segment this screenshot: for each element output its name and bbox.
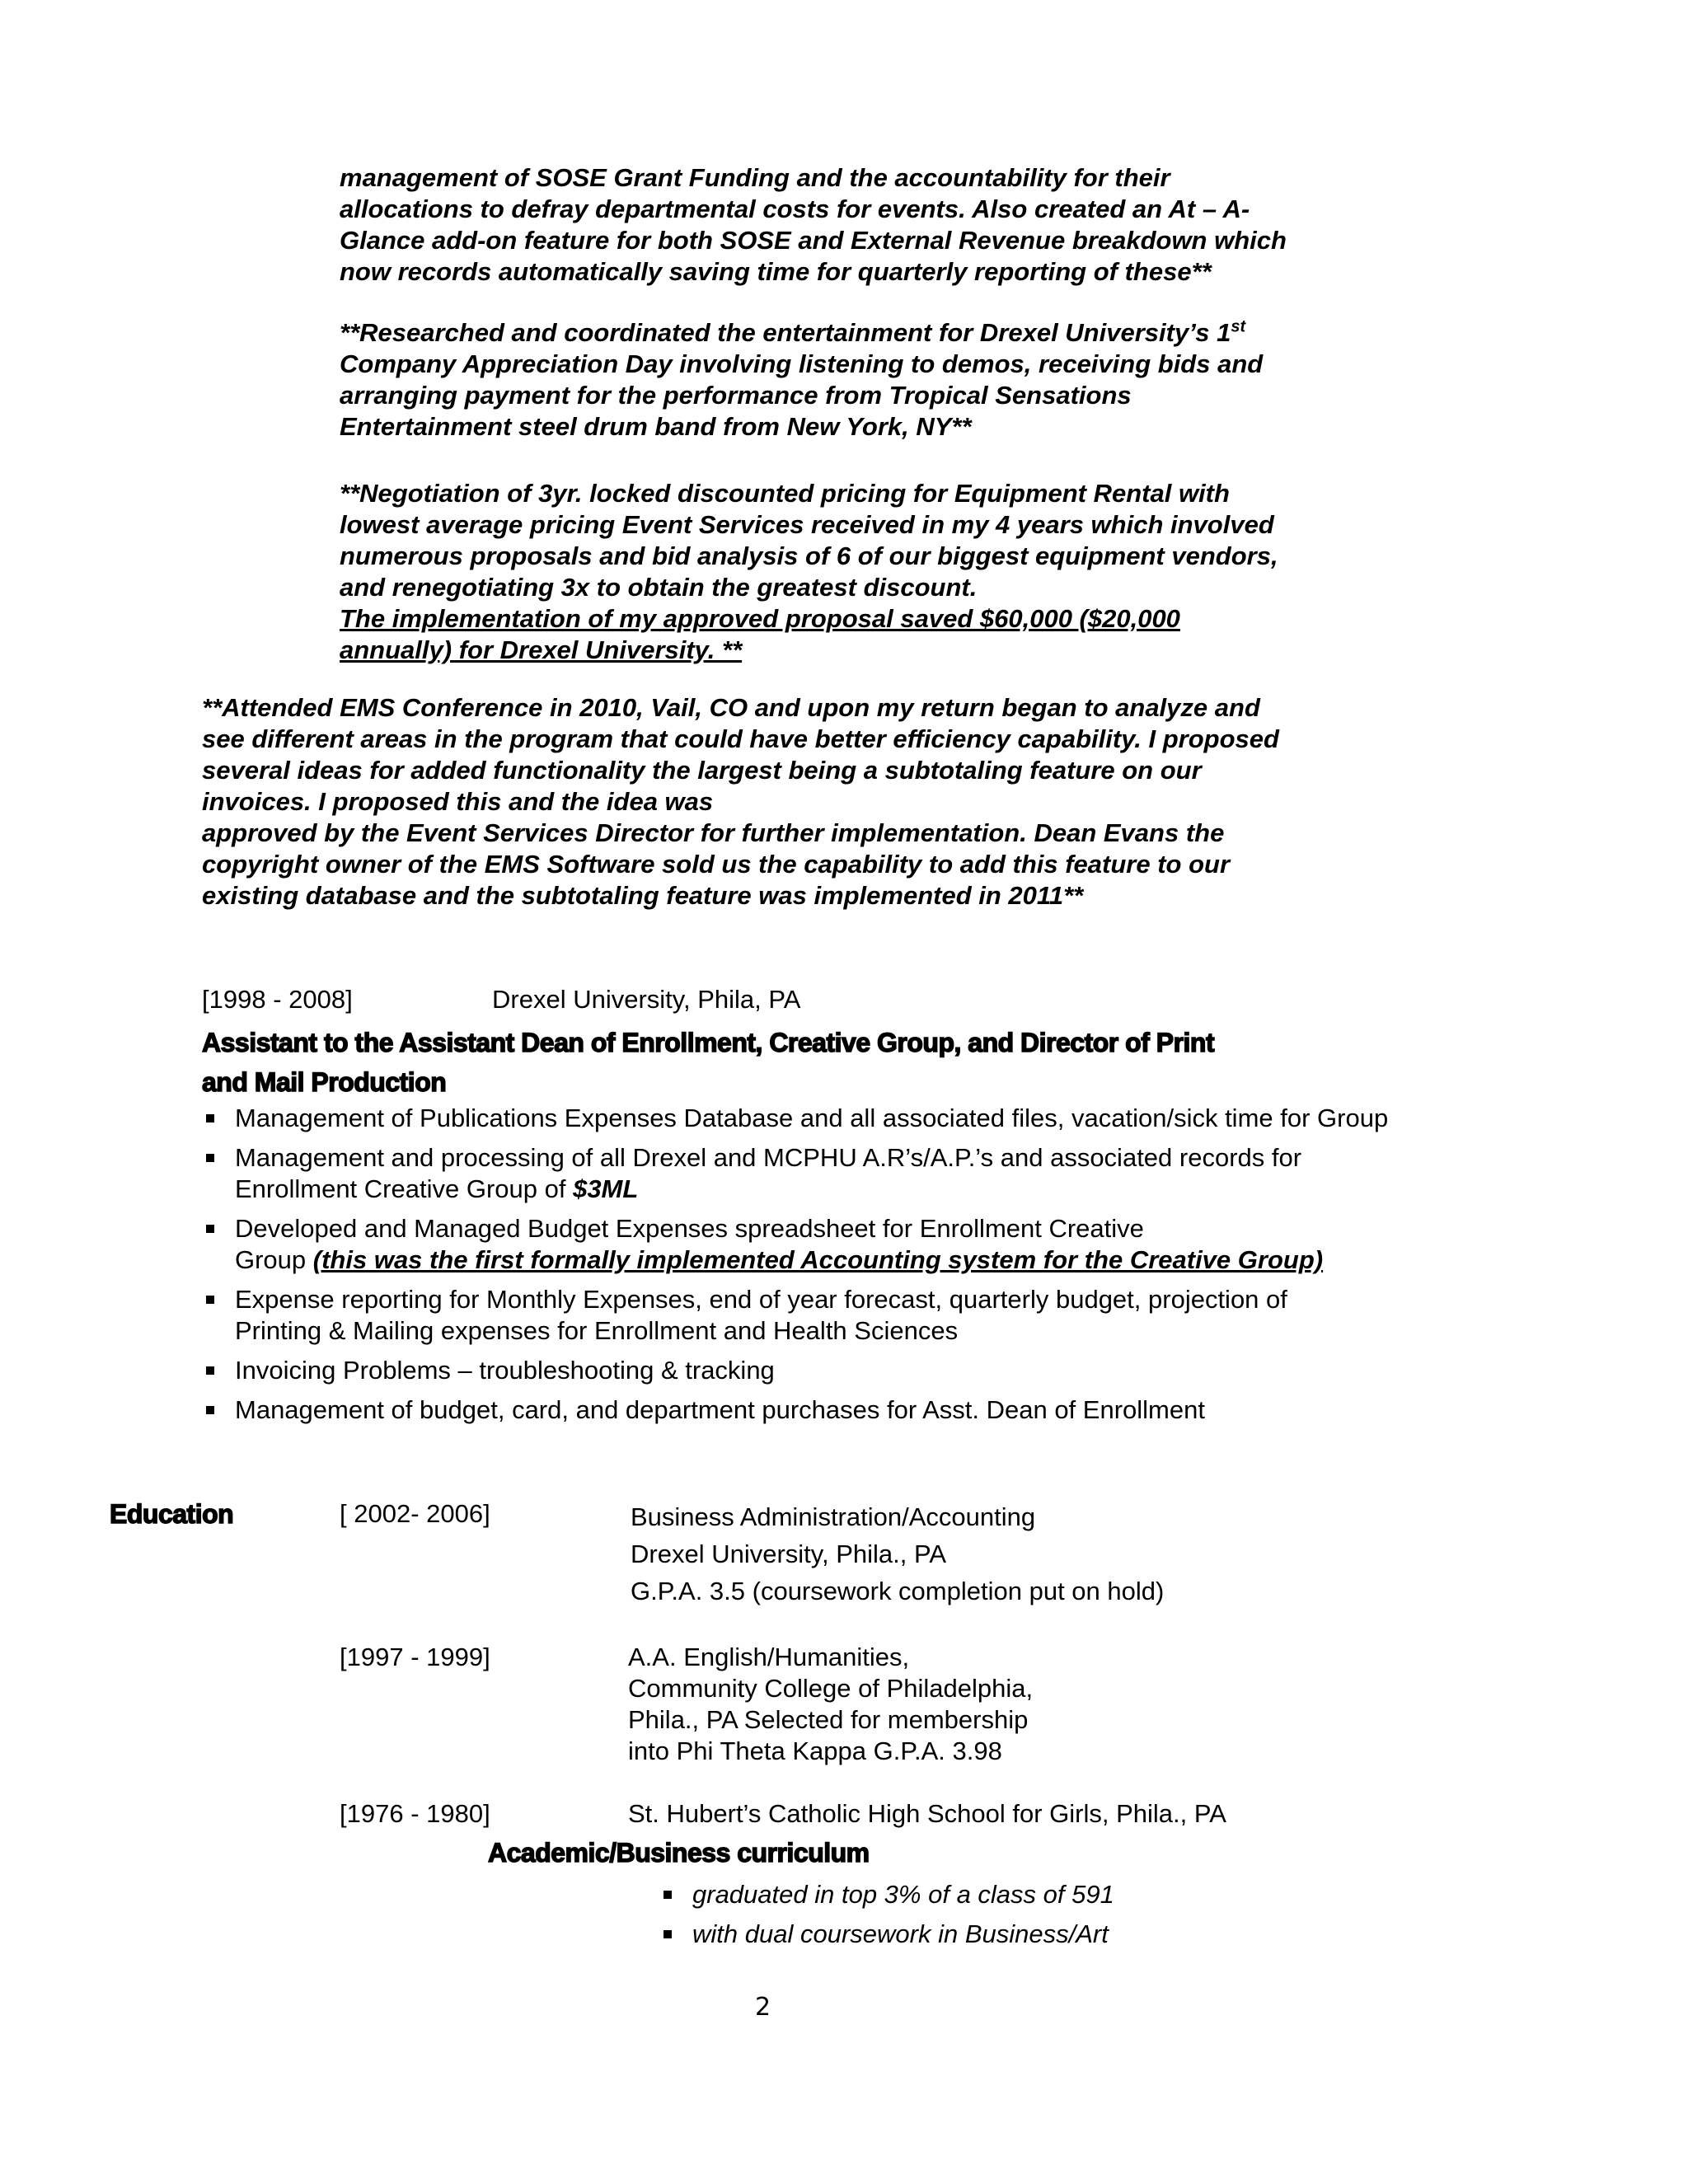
education-entry: St. Hubert’s Catholic High School for Girls, Phila., PA — [628, 1799, 1226, 1828]
job-duties-list — [202, 1103, 1401, 1426]
text-line: invoices. I proposed this and the idea was — [202, 787, 714, 816]
text-fragment: **Researched and coordinated the entertainment for Drexel University’s 1 — [340, 318, 1231, 347]
education-heading: Education — [110, 1499, 234, 1529]
text-line: copyright owner of the EMS Software sold us the capability to add this feature to our — [202, 850, 1231, 879]
text-line: Phila., PA Selected for membership — [628, 1705, 1029, 1734]
text-line: Management and processing of all Drexel and MCPHU A.R’s/A.P.’s and associated records for — [235, 1143, 1302, 1172]
text-line: see different areas in the program that could have better efficiency capability. I proposed — [202, 724, 1279, 753]
square-bullet-icon — [206, 1114, 214, 1122]
amount-emphasis: $3ML — [573, 1174, 639, 1203]
accounting-emphasis: (this was the first formally implemented Accounting system for the Creative Group) — [312, 1245, 1324, 1274]
text-line: Glance add-on feature for both SOSE and External Revenue breakdown which — [340, 226, 1287, 255]
text-line: Drexel University, Phila., PA — [631, 1540, 947, 1568]
text-line: lowest average pricing Event Services received in my 4 years which involved — [340, 510, 1274, 539]
entertainment-paragraph — [340, 317, 1263, 443]
text-line: numerous proposals and bid analysis of 6 of our biggest equipment vendors, — [340, 541, 1278, 570]
square-bullet-icon — [206, 1366, 214, 1375]
job-employer: Drexel University, Phila, PA — [492, 985, 801, 1014]
education-dates: [1997 - 1999] — [340, 1643, 490, 1671]
list-item — [202, 1355, 1401, 1386]
text-line: Assistant to the Assistant Dean of Enrollment, Creative Group, and Director of Print — [202, 1028, 1215, 1057]
text-line: Developed and Managed Budget Expenses spreadsheet for Enrollment Creative — [235, 1214, 1144, 1243]
curriculum-heading: Academic/Business curriculum — [488, 1838, 870, 1868]
negotiation-paragraph — [340, 478, 1278, 666]
text-line: **Attended EMS Conference in 2010, Vail, CO and upon my return began to analyze and — [202, 693, 1260, 722]
text-line: with dual coursework in Business/Art — [692, 1919, 1109, 1948]
text-line-underlined: The implementation of my approved proposal saved $60,000 ($20,000 — [340, 604, 1180, 633]
text-line: Invoicing Problems – troubleshooting & tracking — [235, 1356, 775, 1385]
square-bullet-icon — [206, 1225, 214, 1233]
text-line — [235, 1174, 1401, 1205]
text-line-underlined: annually) for Drexel University. ** — [340, 635, 743, 664]
list-item — [202, 1103, 1401, 1134]
square-bullet-icon — [206, 1406, 214, 1414]
text-line: now records automatically saving time for quarterly reporting of these** — [340, 257, 1212, 286]
text-line: Business Administration/Accounting — [631, 1502, 1036, 1531]
text-fragment: Group — [235, 1245, 313, 1274]
page-number: 2 — [755, 1993, 771, 2022]
text-line: **Negotiation of 3yr. locked discounted pricing for Equipment Rental with — [340, 479, 1230, 508]
text-line: Management of Publications Expenses Database and all associated files, vacation/sick time for Group — [235, 1104, 1389, 1132]
curriculum-list — [659, 1879, 1114, 1950]
text-line — [235, 1244, 1401, 1276]
education-entry — [631, 1498, 1164, 1610]
list-item — [202, 1142, 1401, 1205]
list-item — [202, 1213, 1401, 1276]
text-line: several ideas for added functionality the largest being a subtotaling feature on our — [202, 756, 1202, 785]
education-dates: [ 2002- 2006] — [340, 1499, 490, 1528]
text-line: allocations to defray departmental costs for events. Also created an At – A- — [340, 194, 1250, 223]
superscript: st — [1231, 317, 1246, 336]
list-item — [659, 1879, 1114, 1910]
text-line: existing database and the subtotaling feature was implemented in 2011** — [202, 881, 1084, 910]
education-dates: [1976 - 1980] — [340, 1799, 490, 1828]
text-line: and Mail Production — [202, 1067, 447, 1097]
job-dates: [1998 - 2008] — [202, 985, 353, 1014]
square-bullet-icon — [206, 1296, 214, 1304]
text-line: Expense reporting for Monthly Expenses, end of year forecast, quarterly budget, projection of — [235, 1285, 1287, 1314]
text-line: Printing & Mailing expenses for Enrollment and Health Sciences — [235, 1316, 959, 1345]
text-line: graduated in top 3% of a class of 591 — [692, 1880, 1114, 1909]
square-bullet-icon — [663, 1930, 672, 1938]
square-bullet-icon — [206, 1154, 214, 1162]
text-line: Company Appreciation Day involving listening to demos, receiving bids and — [340, 349, 1264, 378]
job-title — [202, 1023, 1214, 1102]
text-line: and renegotiating 3x to obtain the greatest discount. — [340, 573, 978, 602]
text-line: Community College of Philadelphia, — [628, 1674, 1034, 1703]
list-item — [202, 1284, 1401, 1347]
education-entry — [628, 1642, 1033, 1767]
text-line: management of SOSE Grant Funding and the accountability for their — [340, 163, 1170, 192]
text-line: G.P.A. 3.5 (coursework completion put on hold) — [631, 1577, 1165, 1605]
list-item — [659, 1919, 1114, 1950]
sose-grant-paragraph — [340, 162, 1287, 288]
text-line: approved by the Event Services Director for further implementation. Dean Evans the — [202, 818, 1225, 847]
text-line — [340, 317, 1263, 349]
text-line: arranging payment for the performance from Tropical Sensations — [340, 381, 1132, 410]
ems-conference-paragraph — [202, 692, 1279, 912]
square-bullet-icon — [663, 1891, 672, 1899]
text-line: Management of budget, card, and department purchases for Asst. Dean of Enrollment — [235, 1395, 1205, 1424]
text-line: into Phi Theta Kappa G.P.A. 3.98 — [628, 1736, 1002, 1765]
list-item — [202, 1394, 1401, 1426]
text-line: A.A. English/Humanities, — [628, 1643, 910, 1671]
text-line: Entertainment steel drum band from New York, NY** — [340, 412, 972, 441]
text-fragment: Enrollment Creative Group of — [235, 1174, 574, 1203]
